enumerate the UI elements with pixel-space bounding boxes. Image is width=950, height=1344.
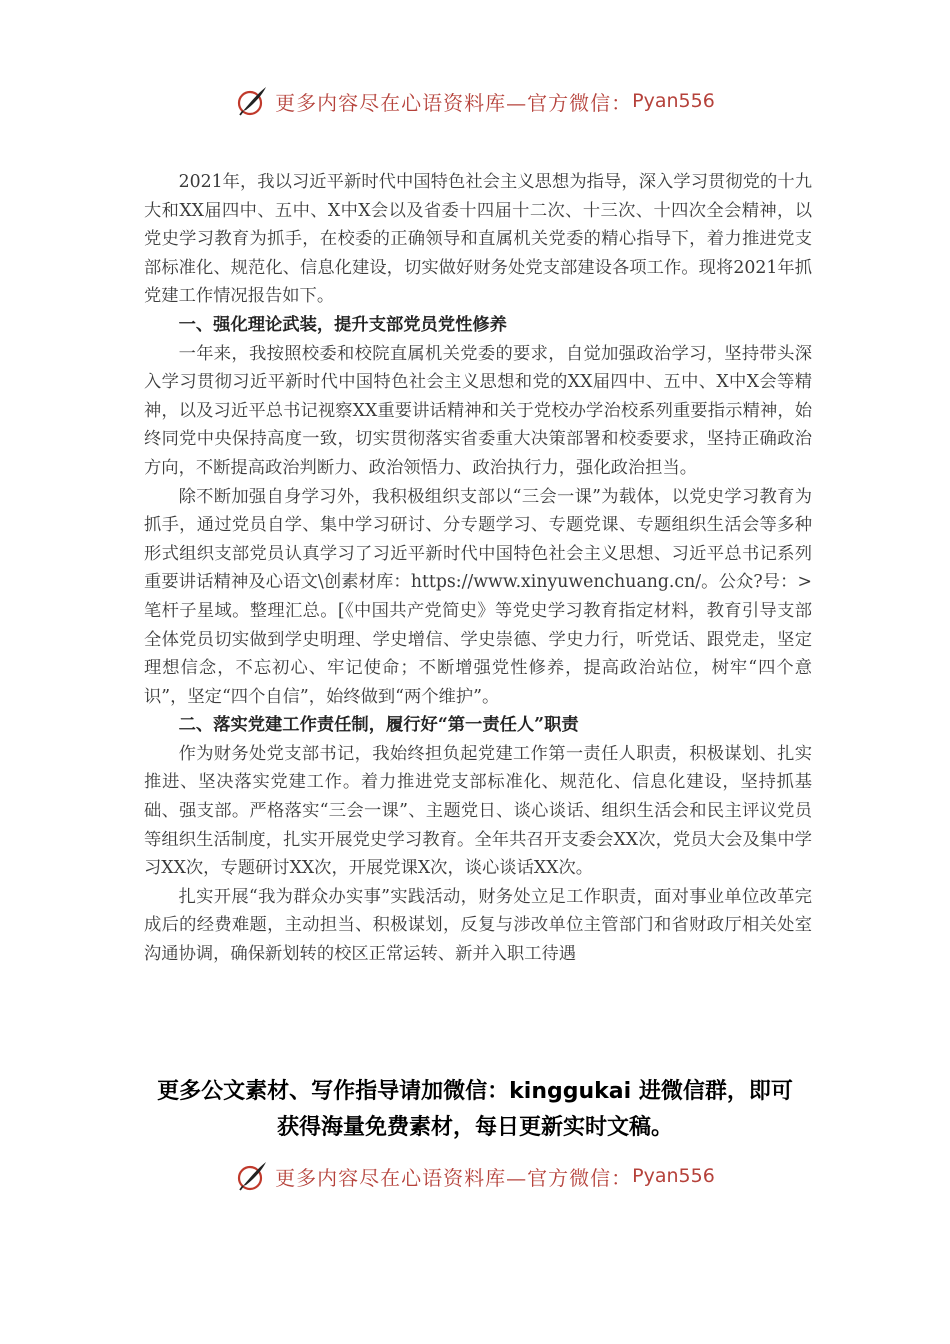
promo-line-2: 获得海量免费素材，每日更新实时文稿。 <box>276 1115 673 1140</box>
footer-banner <box>0 1159 950 1193</box>
quill-pen-logo-icon <box>235 1159 269 1193</box>
paragraph-branch-study: 除不断加强自身学习外，我积极组织支部以“三会一课”为载体，以党史学习教育为抓手，通过党员自学、集中学习研讨、分专题学习、专题党课、专题组织生活会等多种形式组织支部党员认真学习了习近平新时代中国特色社会主义思想、习近平总书记系列重要讲话精神及心语文\创素材库：https://www.xinyuwenchuang.cn/。公众?号：>笔杆子星域。整理汇总。[《中国共产党简史》等党史学习教育指定材料，教育引导支部全体党员切实做到学史明理、学史增信、学史崇德、学史力行，听党话、跟党走，坚定理想信念，不忘初心、牢记使命；不断增强党性修养，提高政治站位，树牢“四个意识”，坚定“四个自信”，始终做到“两个维护”。 <box>144 486 812 707</box>
quill-pen-logo-icon <box>235 84 269 118</box>
footer-banner-wechat-id: Pyan556 <box>632 1165 715 1187</box>
paragraph-practice-activity: 扎实开展“我为群众办实事”实践活动，财务处立足工作职责，面对事业单位改革完成后的经费难题，主动担当、积极谋划，反复与涉改单位主管部门和省财政厅相关处室沟通协调，确保新划转的校区正常运转、新并入职工待遇 <box>144 886 812 965</box>
promo-line-1: 更多公文素材、写作指导请加微信：kinggukai 进微信群，即可 <box>157 1079 793 1104</box>
footer-banner-text: 更多内容尽在心语资料库—官方微信： <box>275 1165 633 1190</box>
paragraph-theory-study: 一年来，我按照校委和校院直属机关党委的要求，自觉加强政治学习，坚持带头深入学习贯彻习近平新时代中国特色社会主义思想和党的XX届四中、五中、X中X会等精神，以及习近平总书记视察XX重要讲话精神和关于党校办学治校系列重要指示精神，始终同党中央保持高度一致，切实贯彻落实省委重大决策部署和校委要求，坚持正确政治方向，不断提高政治判断力、政治领悟力、政治执行力，强化政治担当。 <box>144 343 812 478</box>
header-banner-wechat-id: Pyan556 <box>632 90 715 112</box>
paragraph-intro: 2021年，我以习近平新时代中国特色社会主义思想为指导，深入学习贯彻党的十九大和XX届四中、五中、X中X会以及省委十四届十二次、十三次、十四次全会精神，以党史学习教育为抓手，在校委的正确领导和直属机关党委的精心指导下，着力推进党支部标准化、规范化、信息化建设，切实做好财务处党支部建设各项工作。现将2021年抓党建工作情况报告如下。 <box>144 172 812 307</box>
section-heading-1: 一、强化理论武装，提升支部党员党性修养 <box>178 314 507 335</box>
section-heading-2: 二、落实党建工作责任制，履行好“第一责任人”职责 <box>178 715 579 736</box>
paragraph-responsibility: 作为财务处党支部书记，我始终担负起党建工作第一责任人职责，积极谋划、扎实推进、坚决落实党建工作。着力推进党支部标准化、规范化、信息化建设，坚持抓基础、强支部。严格落实“三会一课”、主题党日、谈心谈话、组织生活会和民主评议党员等组织生活制度，扎实开展党史学习教育。全年共召开支委会XX次，党员大会及集中学习XX次，专题研讨XX次，开展党课X次，谈心谈话XX次。 <box>144 743 812 879</box>
header-banner <box>0 84 950 118</box>
document-body <box>144 168 812 969</box>
header-banner-text: 更多内容尽在心语资料库—官方微信： <box>275 90 633 115</box>
promo-notice <box>0 1074 950 1146</box>
